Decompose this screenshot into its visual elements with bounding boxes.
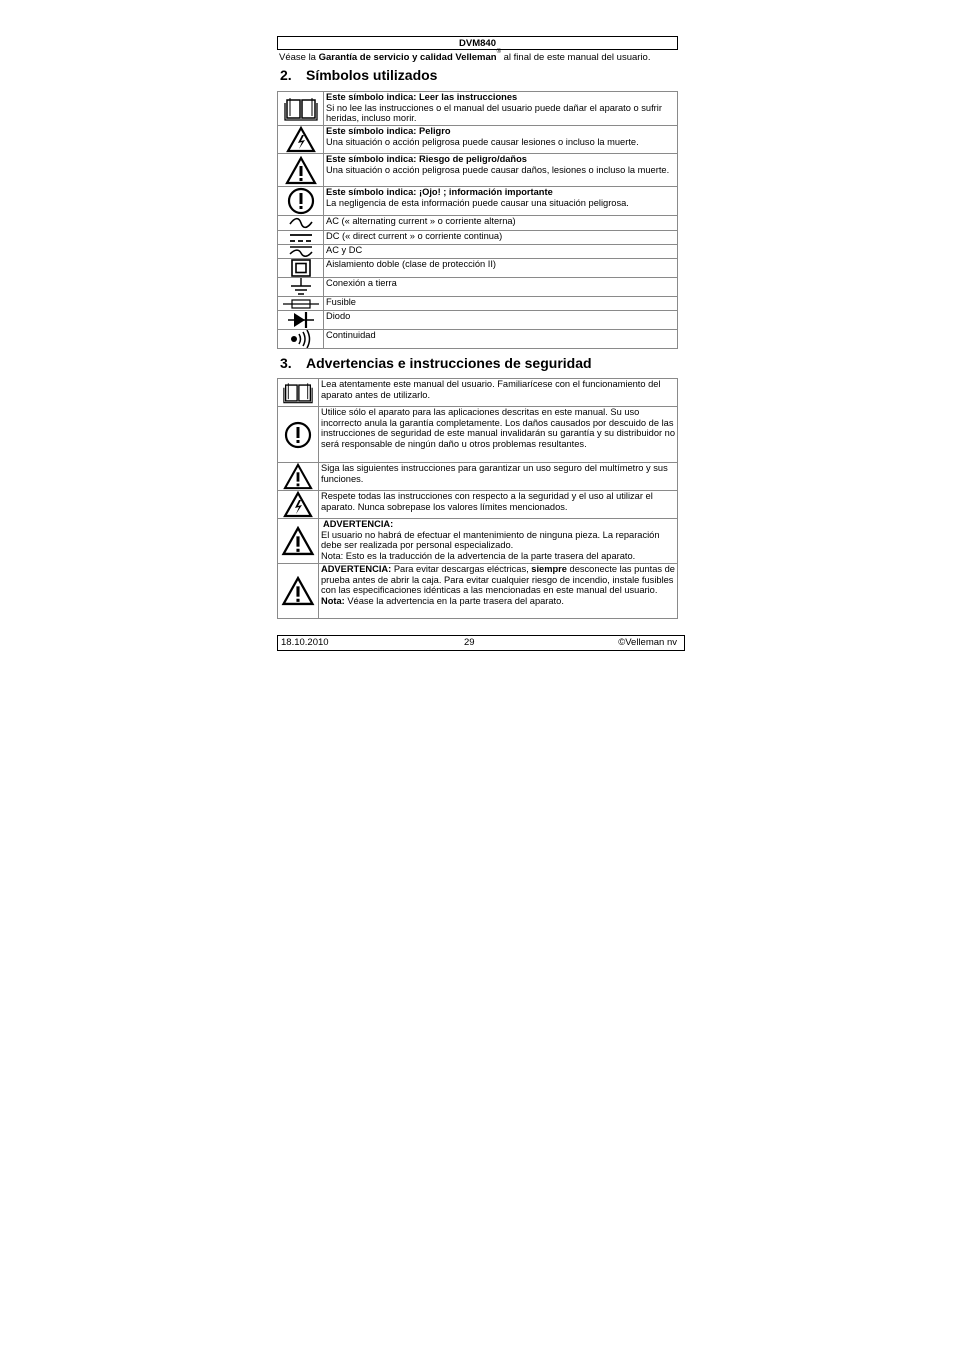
row-text: Una situación o acción peligrosa puede causar daños, lesiones o incluso la muerte. — [326, 164, 670, 175]
table-row — [278, 231, 678, 245]
table-cell — [324, 187, 678, 216]
table-row — [278, 126, 678, 154]
row-text — [321, 564, 675, 596]
table-row — [278, 154, 678, 187]
table-row — [278, 379, 678, 407]
section-2-title: Símbolos utilizados — [306, 67, 438, 83]
emphasis: siempre — [531, 564, 567, 574]
section-3-number: 3. — [280, 355, 292, 371]
row-text: El usuario no habrá de efectuar el mantenimiento de ninguna pieza. La reparación debe ser realizada por personal especializado. — [321, 529, 660, 550]
note-label: Nota: — [321, 595, 345, 606]
row-note — [321, 596, 675, 607]
row-text: Una situación o acción peligrosa puede causar lesiones o incluso la muerte. — [326, 136, 639, 147]
safety-table — [277, 378, 678, 619]
row-text: Aislamiento doble (clase de protección II) — [326, 259, 497, 269]
table-row — [278, 278, 678, 297]
row-text: La negligencia de esta información puede causar una situación peligrosa. — [326, 197, 629, 208]
footer-date: 18.10.2010 — [281, 637, 329, 648]
fuse-icon — [278, 297, 324, 311]
row-text: AC y DC — [326, 245, 363, 255]
table-cell — [324, 259, 678, 278]
table-cell — [324, 245, 678, 259]
table-cell — [324, 231, 678, 245]
table-row — [278, 245, 678, 259]
page-number: 29 — [464, 637, 475, 648]
exclamation-circle-icon — [278, 187, 324, 216]
table-cell — [324, 330, 678, 349]
registered-mark: ® — [496, 49, 501, 55]
row-text: Si no lee las instrucciones o el manual del usuario puede dañar el aparato o sufrir heridas, incluso morir. — [326, 102, 662, 123]
symbols-table — [277, 91, 678, 349]
warning-label: ADVERTENCIA: — [323, 519, 394, 529]
row-note: Nota: Esto es la traducción de la advertencia de la parte trasera del aparato. — [321, 550, 636, 561]
table-row — [278, 564, 678, 619]
dc-icon — [278, 231, 324, 245]
model-name: DVM840 — [459, 38, 496, 49]
diode-icon — [278, 311, 324, 330]
row-title: Este símbolo indica: ¡Ojo! ; información importante — [326, 187, 553, 197]
copyright: ©Velleman nv — [618, 637, 677, 648]
ac-dc-icon — [278, 245, 324, 259]
intro-suffix: al final de este manual del usuario. — [501, 52, 651, 64]
table-row — [278, 463, 678, 491]
table-cell — [319, 491, 678, 519]
intro-prefix: Véase la — [279, 52, 319, 64]
table-row — [278, 491, 678, 519]
table-cell — [324, 92, 678, 126]
double-insulation-icon — [278, 259, 324, 278]
table-row — [278, 297, 678, 311]
row-text: AC (« alternating current » o corriente alterna) — [326, 216, 516, 226]
section-2-heading — [280, 67, 437, 83]
table-row — [278, 330, 678, 349]
row-text: Continuidad — [326, 330, 376, 340]
row-text: Respete todas las instrucciones con respecto a la seguridad y el uso al utilizar el aparato. Nunca sobrepase los valores límites mencionados. — [321, 491, 653, 512]
row-title: Este símbolo indica: Peligro — [326, 126, 451, 136]
warning-triangle-icon — [278, 154, 324, 187]
table-cell — [319, 379, 678, 407]
lightning-triangle-icon — [278, 126, 324, 154]
warning-triangle-icon — [278, 519, 319, 564]
table-cell — [319, 407, 678, 463]
table-cell — [319, 463, 678, 491]
section-2-number: 2. — [280, 67, 292, 83]
document-header — [277, 36, 678, 50]
section-3-heading — [280, 355, 592, 371]
table-cell — [324, 154, 678, 187]
section-3-title: Advertencias e instrucciones de seguridad — [306, 355, 592, 371]
table-row — [278, 407, 678, 463]
table-cell — [324, 311, 678, 330]
row-title: Este símbolo indica: Riesgo de peligro/daños — [326, 154, 527, 164]
row-text: Fusible — [326, 297, 356, 307]
table-cell — [319, 564, 678, 619]
table-cell — [324, 278, 678, 297]
table-row — [278, 187, 678, 216]
table-row — [278, 311, 678, 330]
warning-triangle-icon — [278, 564, 319, 619]
table-cell — [324, 216, 678, 231]
table-row — [278, 259, 678, 278]
row-title: Este símbolo indica: Leer las instrucciones — [326, 92, 518, 102]
ac-icon — [278, 216, 324, 231]
table-row — [278, 519, 678, 564]
continuity-icon — [278, 330, 324, 349]
warning-triangle-icon — [278, 463, 319, 491]
row-text: Siga las siguientes instrucciones para garantizar un uso seguro del multímetro y sus funciones. — [321, 463, 668, 484]
row-text: Utilice sólo el aparato para las aplicaciones descritas en este manual. Su uso incorrecto anula la garantía completamente. Los daños causados por descuido de las instrucciones de seguridad de este manual invalidarán su garantía y su distribuidor no será responsable de ningún daño u otros problemas resultantes. — [321, 407, 676, 449]
row-text: Lea atentamente este manual del usuario. Familiarícese con el funcionamiento del aparato antes de utilizarlo. — [321, 379, 661, 400]
ground-icon — [278, 278, 324, 297]
table-cell — [319, 519, 678, 564]
intro-text — [279, 49, 679, 64]
row-text: Conexión a tierra — [326, 278, 397, 288]
row-text: Diodo — [326, 311, 351, 321]
text-part: desconecte las puntas de prueba antes de abrir la caja. Para evitar cualquier riesgo de incendio, instale fusibles con las especificaciones idénticas a las mencionadas en este manual del usuario. — [321, 564, 675, 595]
text-part: Para evitar descargas eléctricas, — [391, 564, 532, 574]
book-icon — [278, 379, 319, 407]
intro-bold: Garantía de servicio y calidad Velleman — [318, 52, 497, 64]
book-icon — [278, 92, 324, 126]
table-row — [278, 216, 678, 231]
exclamation-circle-icon — [278, 407, 319, 463]
document-footer — [277, 635, 685, 651]
table-cell — [324, 297, 678, 311]
table-row — [278, 92, 678, 126]
row-text: DC (« direct current » o corriente continua) — [326, 231, 503, 241]
warning-label: ADVERTENCIA: — [321, 564, 392, 574]
lightning-triangle-icon — [278, 491, 319, 519]
table-cell — [324, 126, 678, 154]
note-text: Véase la advertencia en la parte trasera del aparato. — [344, 595, 564, 606]
